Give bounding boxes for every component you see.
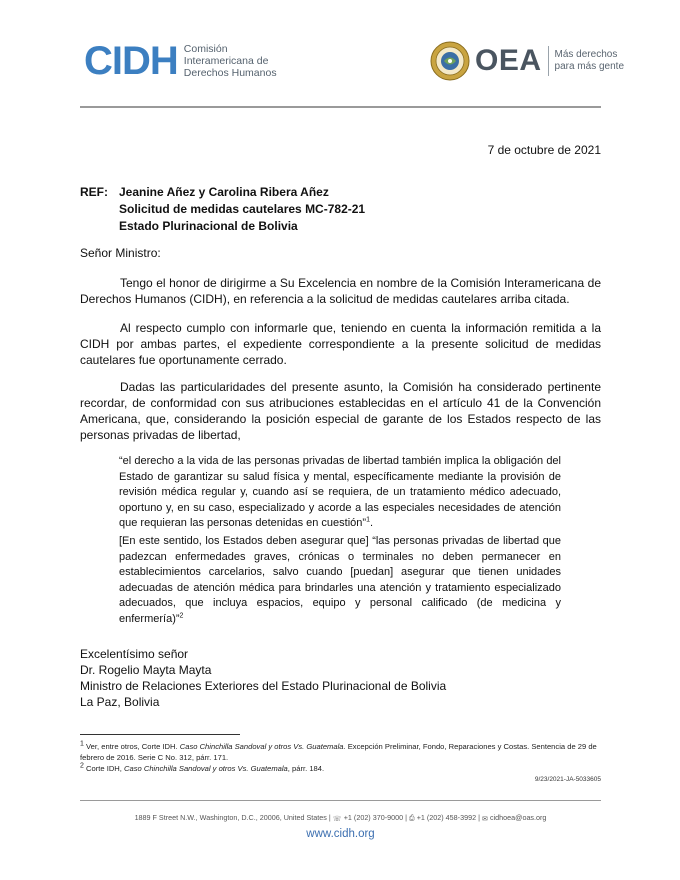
cidh-full-name <box>184 43 277 79</box>
paragraph-text: Dadas las particularidades del presente asunto, la Comisión ha considerado pertinente recordar, de conformidad con sus atribuciones establecidas en el artículo 41 de la Convención Americana, que, considerando la posición especial de garante de los Estados respecto de las personas privadas de libertad, <box>80 380 601 442</box>
paragraph-text: Al respecto cumplo con informarle que, teniendo en cuenta la información remitida a la CIDH por ambas partes, el expediente correspondiente a la presente solicitud de medidas cautelares fue oportunamente cerrado. <box>80 321 601 367</box>
body-paragraph <box>80 320 601 368</box>
footer-fax: +1 (202) 458-3992 <box>416 813 477 822</box>
recipient-line: Excelentísimo señor <box>80 647 189 661</box>
quote-text: [En este sentido, los Estados deben asegurar que] “las personas privadas de libertad que padezcan enfermedades graves, crónicas o terminales no deben permanecer en establecimientos carcelarios, salvo cuando [puedan] asegurar que tienen unidades adecuadas de atención médica para brindarles una atención y tratamiento especializado adecuados, que incluya espacios, equipo y personal calificado (de medicina y enfermería)” <box>119 535 561 625</box>
separator: | <box>405 813 407 822</box>
reference-block <box>119 184 365 235</box>
separator: | <box>328 813 331 822</box>
email-icon: ✉ <box>481 813 488 823</box>
phone-icon: ☏ <box>332 813 342 823</box>
footnote-mark: 2 <box>80 762 84 770</box>
footnote-2 <box>80 763 601 774</box>
quote-tail: . <box>369 517 374 529</box>
oea-divider <box>548 46 549 76</box>
footnote-text: , párr. 184. <box>287 764 325 773</box>
cidh-logo-mark: CIDH <box>84 39 178 83</box>
separator: | <box>478 813 480 822</box>
header-divider <box>80 106 601 108</box>
footnotes <box>80 741 601 774</box>
footnote-1 <box>80 741 601 763</box>
cidh-name-line: Comisión <box>183 43 228 55</box>
recipient-line: Ministro de Relaciones Exteriores del Estado Plurinacional de Bolivia <box>80 679 447 693</box>
reference-line: Estado Plurinacional de Bolivia <box>119 219 298 233</box>
cidh-logo <box>84 39 277 83</box>
reference-line: Solicitud de medidas cautelares MC-782-21 <box>119 202 366 216</box>
oea-logo <box>430 40 624 82</box>
block-quote <box>119 534 561 627</box>
footnote-mark: 1 <box>80 740 84 748</box>
footnote-text: Ver, entre otros, Corte IDH. <box>86 742 180 751</box>
case-title: Caso Chinchilla Sandoval y otros Vs. Guatemala <box>179 742 344 751</box>
document-code: 9/23/2021-JA-5033605 <box>534 776 601 783</box>
footer-address: 1889 F Street N.W., Washington, D.C., 20006, United States <box>134 813 327 822</box>
oea-slogan-line: Más derechos <box>554 49 618 60</box>
body-paragraph <box>80 379 601 443</box>
oea-slogan-line: para más gente <box>554 61 625 72</box>
case-title: Caso Chinchilla Sandoval y otros Vs. Guatemala <box>124 764 288 773</box>
footnote-reference[interactable]: 2 <box>179 611 184 619</box>
reference-line: Jeanine Añez y Carolina Ribera Añez <box>119 185 329 199</box>
footnote-divider <box>80 734 240 735</box>
reference-label: REF: <box>80 185 108 199</box>
oea-seal-icon <box>430 41 470 81</box>
recipient-line: Dr. Rogelio Mayta Mayta <box>80 663 212 677</box>
fax-icon: ⎙ <box>408 813 415 823</box>
oea-slogan <box>555 49 625 73</box>
quote-text: “el derecho a la vida de las personas privadas de libertad también implica la obligación del Estado de garantizar su salud física y mental, específicamente mediante la provisión de revisión médica regular y, cuando así se requiera, de un tratamiento médico adecuado, oportuno y, en su caso, especializado y acorde a las especiales necesidades de atención que requieran las personas detenidas en cuestión” <box>119 455 561 529</box>
recipient-line: La Paz, Bolivia <box>80 695 160 709</box>
footnote-text: Corte IDH, <box>86 764 125 773</box>
footer-phone[interactable]: +1 (202) 370-9000 <box>343 813 404 822</box>
cidh-name-line: Interamericana de <box>183 55 269 67</box>
body-paragraph <box>80 275 601 307</box>
letter-date: 7 de octubre de 2021 <box>487 143 601 157</box>
block-quote <box>119 454 561 532</box>
footer-email[interactable]: cidhoea@oas.org <box>489 813 547 822</box>
paragraph-text: Tengo el honor de dirigirme a Su Excelencia en nombre de la Comisión Interamericana de Derechos Humanos (CIDH), en referencia a la solicitud de medidas cautelares arriba citada. <box>80 276 601 306</box>
cidh-name-line: Derechos Humanos <box>183 67 277 79</box>
recipient-block <box>80 646 446 710</box>
footer-divider <box>80 800 601 801</box>
salutation: Señor Ministro: <box>80 246 161 260</box>
oea-logo-text: OEA <box>475 44 542 77</box>
website-link[interactable]: www.cidh.org <box>306 828 375 840</box>
footnote-reference[interactable]: 1 <box>366 516 370 524</box>
footnote-text: . Excepción Preliminar, Fondo, Reparaciones y Costas. Sentencia de 29 de febrero de 2016. Serie C No. 312, párr. 171. <box>80 742 597 762</box>
footer-contact <box>80 813 601 823</box>
